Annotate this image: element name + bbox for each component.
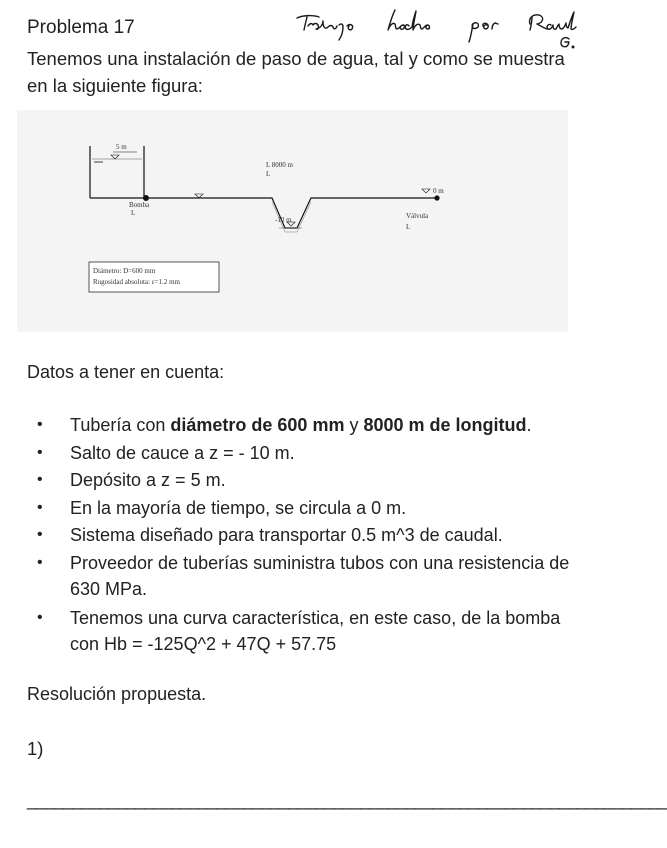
- intro-text: Tenemos una instalación de paso de agua, tal y como se muestra en la siguiente figura:: [27, 48, 565, 96]
- separator-line: _______________________________________________________________________: [27, 790, 667, 810]
- list-item-text: y: [344, 415, 364, 435]
- list-item-bold: diámetro de 600 mm: [170, 415, 345, 435]
- step-number: 1): [27, 738, 44, 759]
- list-item: • Tenemos una curva característica, en este caso, de la bomba con Hb = -125Q^2 + 47Q + 57.75: [27, 605, 587, 657]
- pipeline-diagram-svg: [17, 110, 568, 332]
- legend-diameter: Diámetro: D=600 mm: [93, 267, 156, 275]
- tank: [90, 146, 144, 198]
- list-item: • Salto de cauce a z = - 10 m.: [27, 440, 587, 466]
- problem-title: Problema 17: [27, 17, 135, 38]
- list-item: • Proveedor de tuberías suministra tubos con una resistencia de 630 MPa.: [27, 550, 587, 602]
- pipe-level-marker: [195, 194, 203, 198]
- label-l-top: L: [266, 170, 271, 178]
- pipeline-diagram: [17, 110, 568, 332]
- list-item-text: .: [526, 415, 532, 435]
- legend-roughness: Rugosidad absoluta: ε=1.2 mm: [93, 278, 180, 286]
- list-item-text: Tubería con: [70, 415, 171, 435]
- list-item: • En la mayoría de tiempo, se circula a 0 m.: [27, 495, 587, 521]
- list-item: [27, 412, 587, 438]
- resolution-heading: Resolución propuesta.: [27, 684, 207, 704]
- label-l-valvula: L: [406, 223, 411, 231]
- outlet-level-marker: [422, 189, 430, 193]
- label-bomba: Bomba: [129, 201, 150, 209]
- label-0m: 0 m: [433, 187, 444, 195]
- label-5m: 5 m: [116, 143, 127, 151]
- label-minus-10m: -10 m: [275, 216, 292, 224]
- list-item-bold: 8000 m de longitud: [363, 415, 527, 435]
- label-length: L 8000 m: [266, 161, 293, 169]
- water-level-marker: [111, 155, 119, 159]
- list-item: • Depósito a z = 5 m.: [27, 467, 587, 493]
- data-list: [27, 412, 587, 660]
- label-valvula: Válvula: [406, 212, 429, 220]
- list-item: • Sistema diseñado para transportar 0.5 m^3 de caudal.: [27, 522, 587, 548]
- valve-icon: [434, 195, 439, 200]
- data-heading: Datos a tener en cuenta:: [27, 362, 225, 382]
- label-l-bomba: L: [131, 209, 136, 217]
